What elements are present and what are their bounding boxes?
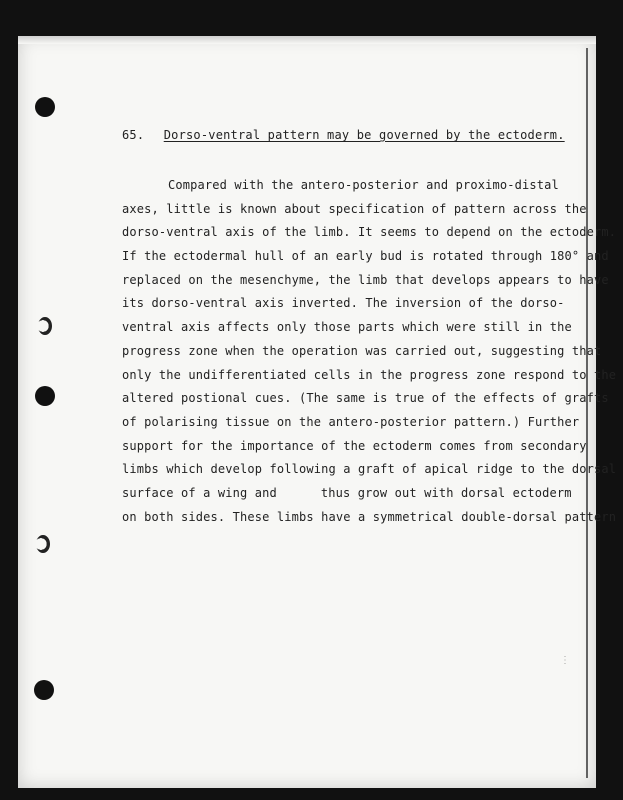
paragraph-line: Compared with the antero-posterior and proximo-distal (168, 178, 559, 192)
line-fragment-end: thus grow out with dorsal ectoderm (320, 485, 572, 500)
paragraph-line (122, 482, 602, 506)
paragraph-line: dorso-ventral axis of the limb. It seems to depend on the ectoderm. (122, 225, 617, 240)
page-top-edge (18, 36, 596, 44)
section-title: Dorso-ventral pattern may be governed by the ectoderm. (163, 128, 565, 142)
line-fragment-start: surface of a wing and (122, 485, 277, 500)
paragraph-line: progress zone when the operation was carried out, suggesting that (122, 343, 602, 358)
paragraph-line: axes, little is known about specification of pattern across the (122, 201, 587, 216)
photocopy-smudge-marks: ⋮ (560, 655, 570, 666)
body-paragraph (122, 174, 617, 529)
punch-hole-top (35, 97, 55, 117)
paragraph-line: of polarising tissue on the antero-posterior pattern.) Further (122, 414, 580, 429)
paragraph-line: ventral axis affects only those parts which were still in the (122, 320, 572, 335)
punch-hole-middle (35, 386, 55, 406)
paragraph-line: If the ectodermal hull of an early bud is rotated through 180° and (122, 249, 609, 264)
paragraph-line: replaced on the mesenchyme, the limb that develops appears to have (122, 272, 609, 287)
punch-hole-partial-upper (38, 317, 52, 335)
section-number: 65. (122, 128, 145, 142)
paragraph-line: only the undifferentiated cells in the progress zone respond to the (122, 367, 617, 382)
punch-hole-bottom (34, 680, 54, 700)
paragraph-line: on both sides. These limbs have a symmetrical double-dorsal pattern (122, 509, 617, 524)
paragraph-line: limbs which develop following a graft of apical ridge to the dorsal (122, 462, 617, 477)
paragraph-line: its dorso-ventral axis inverted. The inversion of the dorso- (122, 296, 565, 311)
punch-hole-partial-lower (36, 535, 50, 553)
paragraph-line: altered postional cues. (The same is true of the effects of grafts (122, 391, 609, 406)
paragraph-line: support for the importance of the ectoderm comes from secondary (122, 438, 587, 453)
document-page (18, 36, 617, 788)
section-heading (122, 128, 565, 142)
